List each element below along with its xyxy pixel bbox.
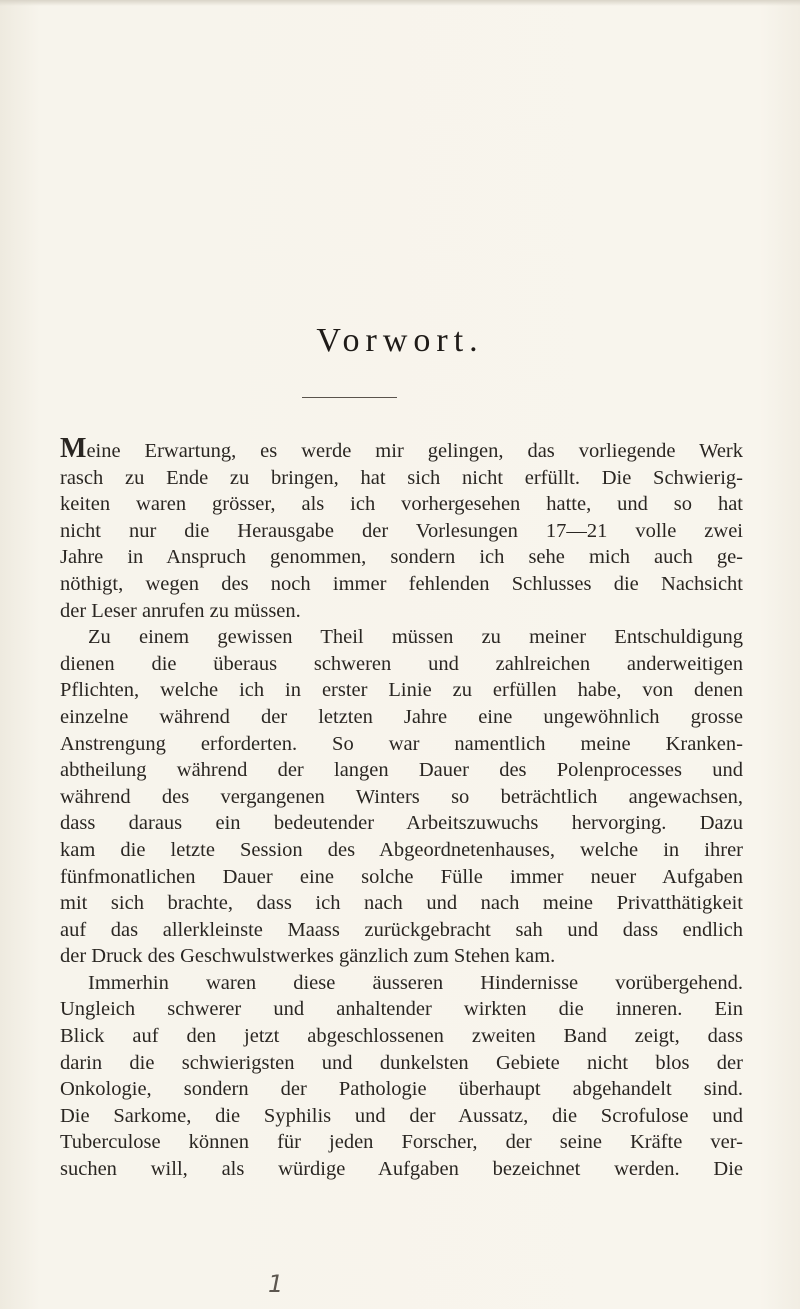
text-line: nöthigt, wegen des noch immer fehlenden Schlusses die Nachsicht	[60, 572, 743, 595]
text-line: abtheilung während der langen Dauer des Polenprocesses und	[60, 759, 743, 782]
text-line: Immerhin waren diese äusseren Hindernisse vorübergehend.	[88, 971, 743, 994]
text-line: keiten waren grösser, als ich vorhergesehen hatte, und so hat	[60, 493, 743, 516]
text-line: einzelne während der letzten Jahre eine ungewöhnlich grosse	[60, 705, 743, 728]
preface-text	[60, 433, 743, 1183]
text-line: Blick auf den jetzt abgeschlossenen zweiten Band zeigt, dass	[60, 1025, 743, 1048]
text-line: rasch zu Ende zu bringen, hat sich nicht erfüllt. Die Schwierig-	[60, 466, 743, 489]
folio-mark: 1	[268, 1270, 284, 1298]
text-line: während des vergangenen Winters so beträchtlich angewachsen,	[60, 785, 743, 808]
text-line: darin die schwierigsten und dunkelsten Gebiete nicht blos der	[60, 1051, 743, 1074]
text-line: Die Sarkome, die Syphilis und der Aussatz, die Scrofulose und	[60, 1104, 743, 1127]
text-line: auf das allerkleinste Maass zurückgebracht sah und dass endlich	[60, 918, 743, 941]
text-line: Pflichten, welche ich in erster Linie zu erfüllen habe, von denen	[60, 679, 743, 702]
text-line: Ungleich schwerer und anhaltender wirkten die inneren. Ein	[60, 998, 743, 1021]
text-line: fünfmonatlichen Dauer eine solche Fülle immer neuer Aufgaben	[60, 865, 743, 888]
text-line-rest: eine Erwartung, es werde mir gelingen, das vorliegende Werk	[86, 440, 743, 462]
text-line: mit sich brachte, dass ich nach und nach meine Privatthätigkeit	[60, 892, 743, 915]
text-line: kam die letzte Session des Abgeordnetenhauses, welche in ihrer	[60, 838, 743, 861]
text-line: der Leser anrufen zu müssen.	[60, 599, 301, 622]
text-line: dienen die überaus schweren und zahlreichen anderweitigen	[60, 652, 743, 675]
text-line: Anstrengung erforderten. So war namentlich meine Kranken-	[60, 732, 743, 755]
drop-capital: M	[60, 433, 87, 464]
title-rule	[302, 397, 397, 398]
text-line: Onkologie, sondern der Pathologie überhaupt abgehandelt sind.	[60, 1078, 743, 1101]
text-line: Jahre in Anspruch genommen, sondern ich sehe mich auch ge-	[60, 546, 743, 569]
page-edge-shadow	[0, 0, 800, 6]
text-line: Zu einem gewissen Theil müssen zu meiner Entschuldigung	[88, 626, 743, 649]
page-title: Vorwort.	[316, 322, 484, 359]
text-line: der Druck des Geschwulstwerkes gänzlich zum Stehen kam.	[60, 945, 556, 968]
text-line: nicht nur die Herausgabe der Vorlesungen 17—21 volle zwei	[60, 519, 743, 542]
text-line: suchen will, als würdige Aufgaben bezeichnet werden. Die	[60, 1158, 743, 1181]
text-line	[60, 433, 743, 465]
text-line: dass daraus ein bedeutender Arbeitszuwuchs hervorging. Dazu	[60, 812, 743, 835]
text-line: Tuberculose können für jeden Forscher, der seine Kräfte ver-	[60, 1131, 743, 1154]
